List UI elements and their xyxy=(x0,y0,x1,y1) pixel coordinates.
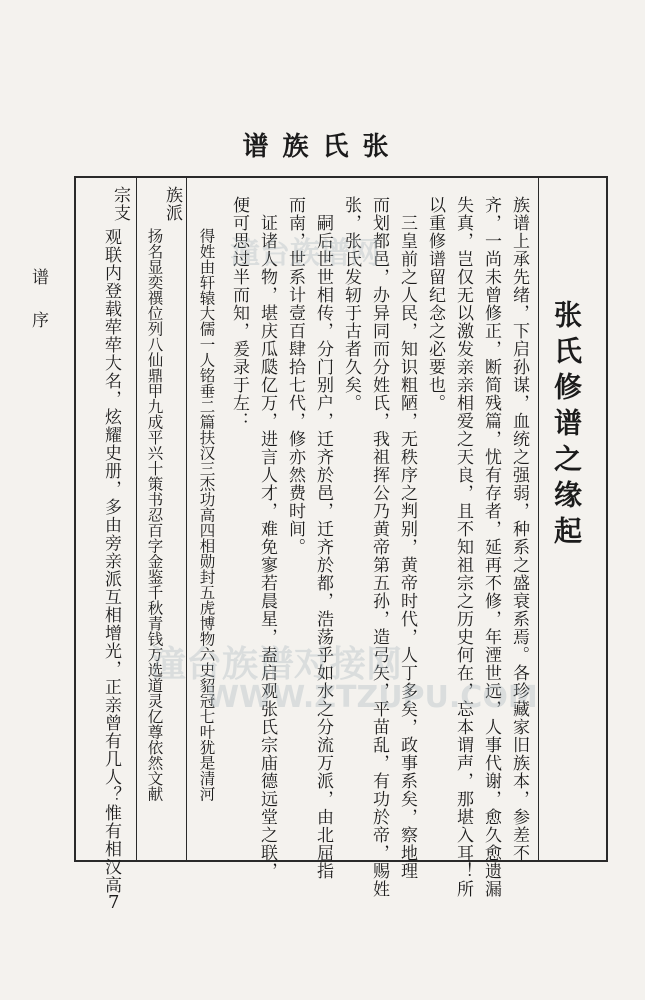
text-column-2: 齐，一尚未曾修正，断简残篇，忧有存者，延再不修，年湮世远，人事代谢，愈久愈遗漏 xyxy=(481,196,501,898)
text-column-4: 以重修谱留纪念之必要也。 xyxy=(425,196,445,412)
page-number: 7 xyxy=(108,892,120,913)
watermark-url: WWW.ZTZUPU.COM xyxy=(206,680,538,715)
zupai-label: 族派 xyxy=(162,186,182,222)
text-column-9: 而南，世系计壹百肆拾七代，修亦然费时间。 xyxy=(285,196,305,556)
text-column-11: 便可思过半而知，爰录于左： xyxy=(229,196,249,430)
text-column-6: 而划都邑，办异同而分姓氏，我祖挥公乃黄帝第五孙，造弓矢，平苗乱，有功於帝，赐姓 xyxy=(369,196,389,898)
section-title: 张氏修谱之缘起 xyxy=(550,300,583,552)
text-column-1: 族谱上承先绪，下启孙谋，血统之强弱，种系之盛衰系焉。各珍藏家旧族本，参差不 xyxy=(509,196,529,862)
text-column-5: 三皇前之人民，知识粗陋，无秩序之判别，黄帝时代，人丁多矣，政事系矣，察地理 xyxy=(397,214,417,880)
couplet-column-left: 扬名显奕禩位列八仙鼎甲九成平兴十策书忍百字金鉴千秋青钱万选道灵亿尊依然文献 xyxy=(145,228,164,802)
zongzhi-label: 宗支 xyxy=(110,186,130,222)
watermark-top: 潼台族谱网 xyxy=(230,236,380,271)
side-label: 谱序 xyxy=(28,268,48,354)
watermark-middle: 潼台族谱对接网 xyxy=(150,644,403,685)
page-title: 谱族氏张 xyxy=(242,132,403,162)
section-title-divider xyxy=(538,176,539,862)
text-column-3: 失真，岂仅无以激发亲亲相爱之天良，且不知祖宗之历史何在，忘本谓声，那堪入耳！所 xyxy=(453,196,473,898)
text-column-14: 观联内登载荦荦大名，炫耀史册，多由旁亲派互相增光，正亲曾有几人？惟有相汉高 xyxy=(101,228,121,894)
text-column-7: 张，张氏发轫于古者久矣。 xyxy=(341,196,361,412)
text-column-10: 证诸人物，堪庆瓜瓞亿万，进言人才，难免寥若晨星，盍启观张氏宗庙德远堂之联， xyxy=(257,214,277,880)
couplet-column-right: 得姓由轩辕大儒一人铭垂二篇扶汉三杰功高四相勋封五虎博物六史貂冠七叶犹是清河 xyxy=(197,228,216,802)
couplet-divider xyxy=(186,176,187,862)
couplet-divider-2 xyxy=(136,176,137,862)
text-column-8: 嗣后世世相传，分门别户，迁齐於邑，迁齐於都，浩荡乎如水之分流万派，由北屈指 xyxy=(313,214,333,880)
